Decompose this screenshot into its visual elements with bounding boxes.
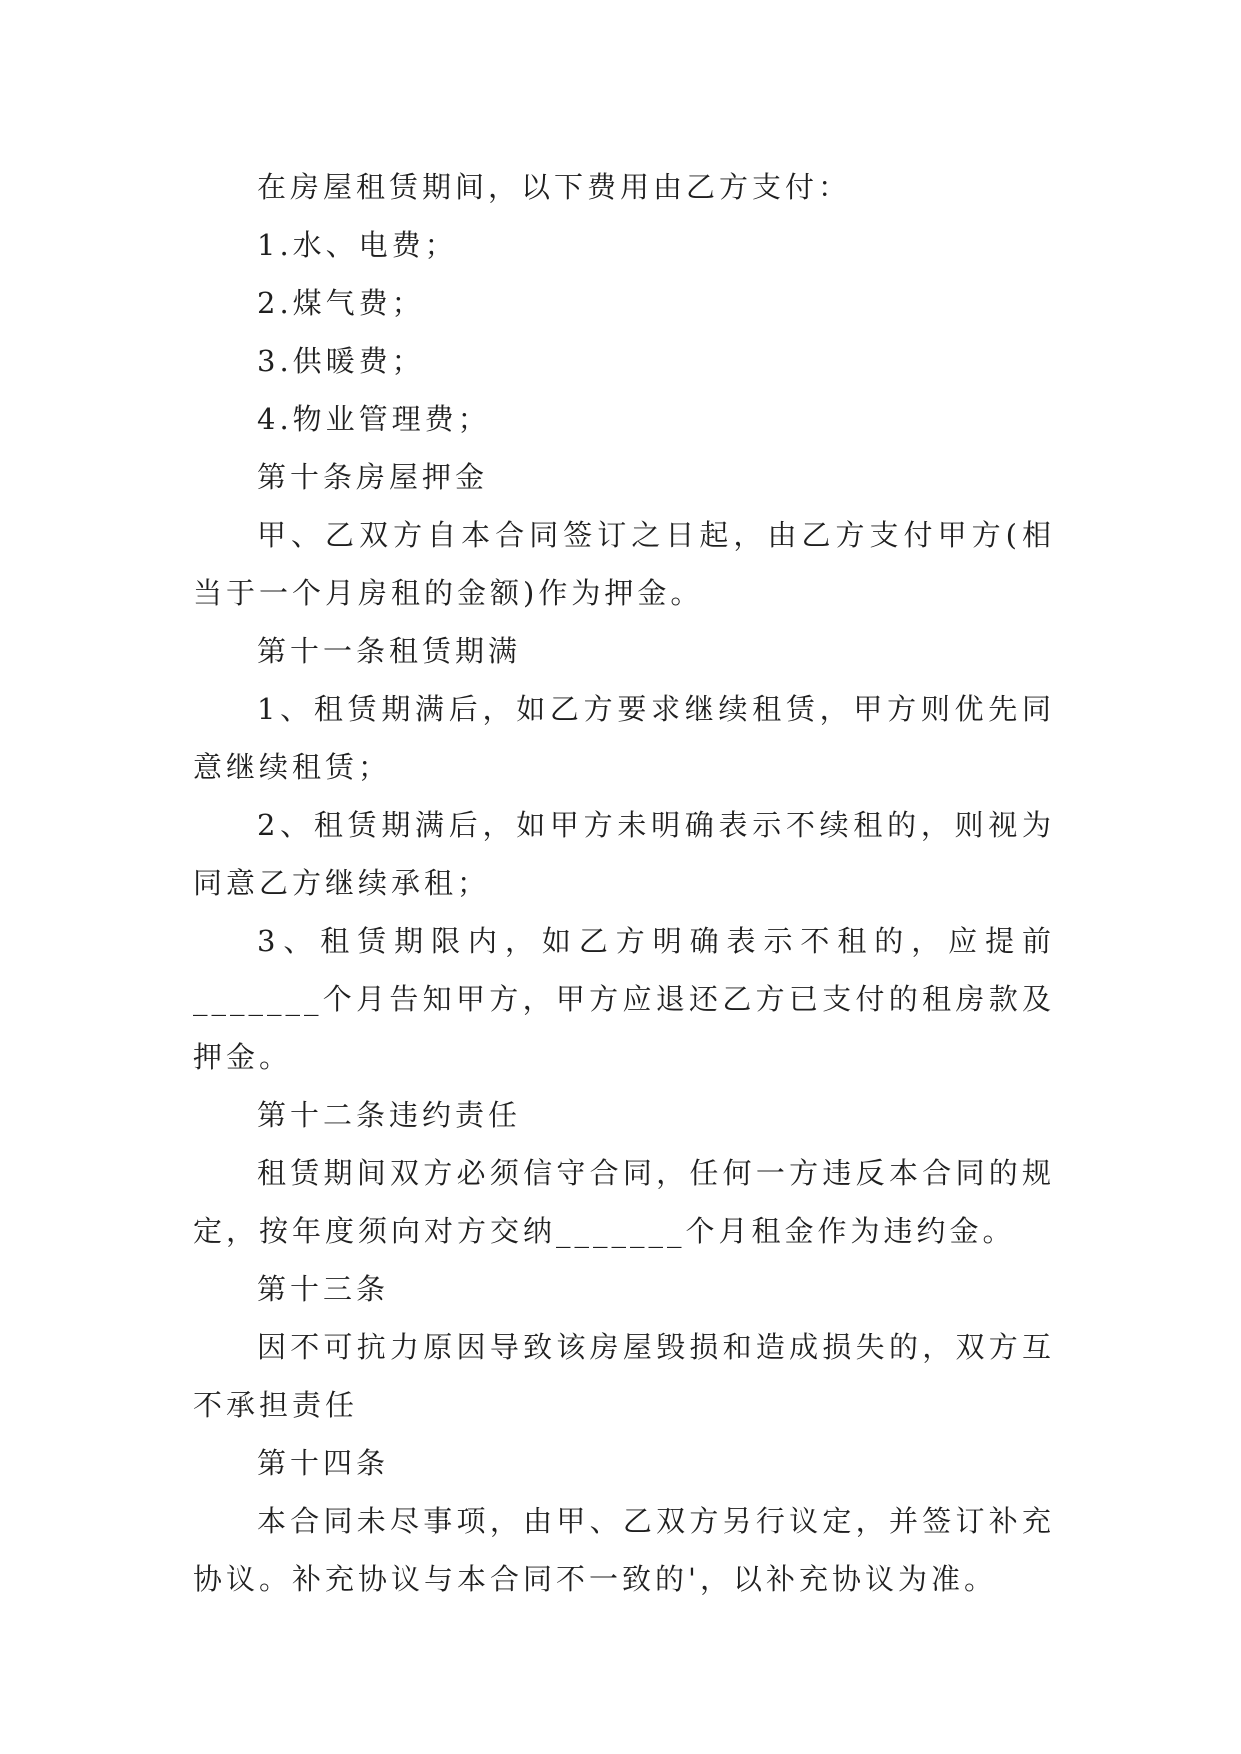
list-item-heating: 3.供暖费； — [257, 344, 425, 378]
article-12-heading: 第十二条违约责任 — [257, 1098, 522, 1132]
article-13-body: 因不可抗力原因导致该房屋毁损和造成损失的，双方互不承担责任 — [193, 1330, 1055, 1422]
list-item-gas: 2.煤气费； — [257, 286, 425, 320]
document-body — [193, 158, 1055, 1608]
list-item-property-management: 4.物业管理费； — [257, 402, 491, 436]
list-item-water-electricity: 1.水、电费； — [257, 228, 458, 262]
article-10-body: 甲、乙双方自本合同签订之日起，由乙方支付甲方(相当于一个月房租的金额)作为押金。 — [193, 518, 1055, 610]
article-11-item-3: 3、租赁期限内，如乙方明确表示不租的，应提前_______个月告知甲方，甲方应退还乙方已支付的租房款及押金。 — [193, 924, 1055, 1074]
article-13-heading: 第十三条 — [257, 1272, 390, 1306]
article-10-heading: 第十条房屋押金 — [257, 460, 489, 494]
article-14-heading: 第十四条 — [257, 1446, 390, 1480]
article-14-body: 本合同未尽事项，由甲、乙双方另行议定，并签订补充协议。补充协议与本合同不一致的'，以补充协议为准。 — [193, 1504, 1055, 1596]
article-12-body: 租赁期间双方必须信守合同，任何一方违反本合同的规定，按年度须向对方交纳_______个月租金作为违约金。 — [193, 1156, 1055, 1248]
article-11-item-1: 1、租赁期满后，如乙方要求继续租赁，甲方则优先同意继续租赁； — [193, 692, 1055, 784]
article-11-item-2: 2、租赁期满后，如甲方未明确表示不续租的，则视为同意乙方继续承租； — [193, 808, 1055, 900]
paragraph-fee-intro: 在房屋租赁期间，以下费用由乙方支付： — [257, 170, 852, 204]
article-11-heading: 第十一条租赁期满 — [257, 634, 522, 668]
